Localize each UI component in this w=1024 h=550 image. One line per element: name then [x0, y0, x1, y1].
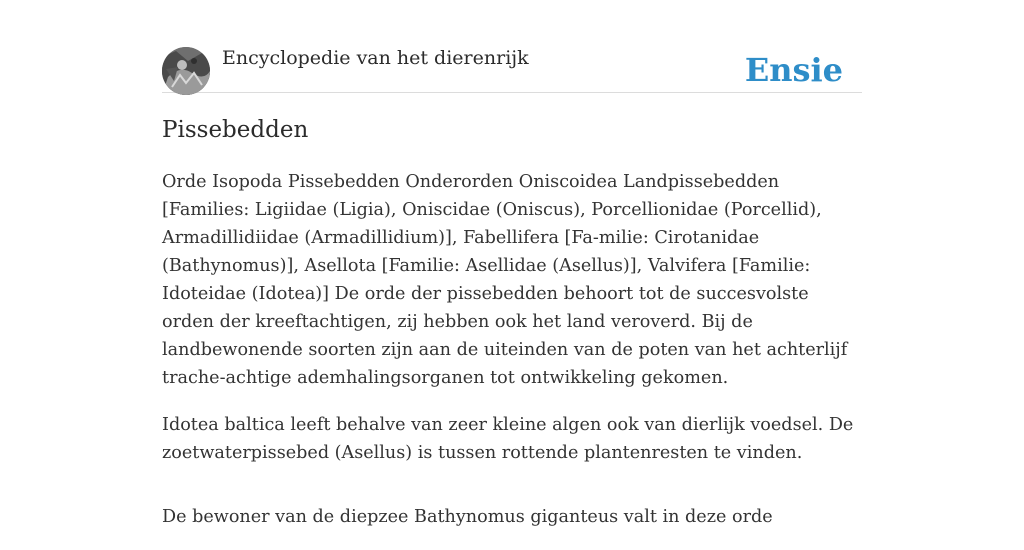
ensie-logo[interactable]: Ensie — [744, 51, 843, 89]
source-avatar[interactable] — [162, 47, 210, 95]
header — [162, 46, 862, 93]
source-title[interactable]: Encyclopedie van het dierenrijk — [222, 47, 529, 69]
article-paragraph: De bewoner van de diepzee Bathynomus giganteus valt in deze orde — [162, 507, 773, 527]
article-paragraph: Orde Isopoda Pissebedden Onderorden Oniscoidea Landpissebedden [Families: Ligiidae (Ligia), Oniscidae (Oniscus), Porcellionidae (Porcellid), Armadillidiidae (Armadillidium)], Fabellifera [Fa-milie: Cirotanidae (Bathynomus)], Asellota [Familie: Asellidae (Asellus)], Valvifera [Familie: Idoteidae (Idotea)] De orde der pissebedden behoort tot de succesvolste orden der kreeftachtigen, zij hebben ook het land veroverd. Bij de landbewonende soorten zijn aan de uiteinden van de poten van het achterlijf trache-achtige ademhalingsorganen tot ontwikkeling gekomen. — [162, 172, 848, 388]
article-paragraph: Idotea baltica leeft behalve van zeer kleine algen ook van dierlijk voedsel. De zoetwaterpissebed (Asellus) is tussen rottende plantenresten te vinden. — [162, 415, 854, 463]
article-title: Pissebedden — [162, 117, 309, 143]
grayscale-animal-photo-icon — [162, 47, 210, 95]
article-body — [162, 168, 862, 550]
